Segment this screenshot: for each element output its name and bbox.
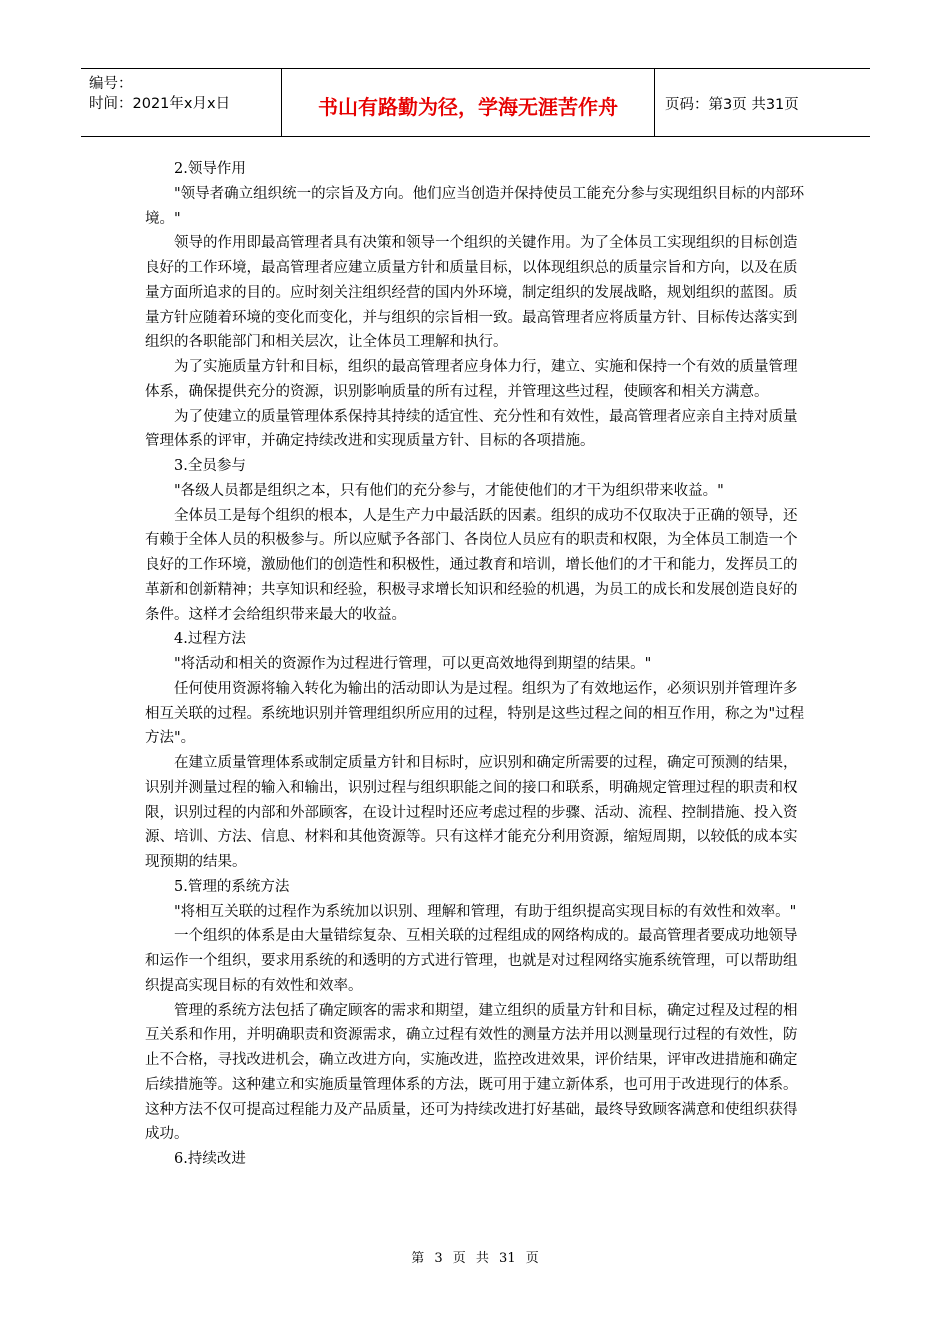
quote-paragraph: "将相互关联的过程作为系统加以识别、理解和管理，有助于组织提高实现目标的有效性和效率。" bbox=[174, 903, 797, 920]
section-heading: 2.领导作用 bbox=[174, 161, 246, 177]
document-date: 时间：2021年x月x日 bbox=[89, 96, 231, 112]
body-paragraph: 一个组织的体系是由大量错综复杂、互相关联的过程组成的网络构成的。最高管理者要成功地领导和运作一个组织，要求用系统的和透明的方式进行管理，也就是对过程网络实施系统管理，可以帮助组织提高实现目标的有效性和效率。 bbox=[145, 928, 798, 994]
header-page-cell bbox=[655, 69, 870, 136]
section-heading: 4.过程方法 bbox=[174, 631, 246, 648]
section-heading: 5.管理的系统方法 bbox=[174, 878, 290, 895]
quote-paragraph: "各级人员都是组织之本，只有他们的充分参与，才能使他们的才干为组织带来收益。" bbox=[174, 482, 724, 499]
header-info-cell bbox=[81, 69, 282, 136]
section-heading: 6.持续改进 bbox=[174, 1151, 246, 1167]
body-paragraph: 为了使建立的质量管理体系保持其持续的适宜性、充分性和有效性，最高管理者应亲自主持对质量管理体系的评审，并确定持续改进和实现质量方针、目标的各项措施。 bbox=[145, 408, 798, 450]
body-paragraph: 任何使用资源将输入转化为输出的活动即认为是过程。组织为了有效地运作，必须识别并管理许多相互关联的过程。系统地识别并管理组织所应用的过程，特别是这些过程之间的相互作用，称之为"过程方法"。 bbox=[145, 680, 805, 747]
body-paragraph: 在建立质量管理体系或制定质量方针和目标时，应识别和确定所需要的过程，确定可预测的结果，识别并测量过程的输入和输出，识别过程与组织职能之间的接口和联系，明确规定管理过程的职责和权限，识别过程的内部和外部顾客，在设计过程时还应考虑过程的步骤、活动、流程、控制措施、投入资源、培训、方法、信息、材料和其他资源等。只有这样才能充分利用资源，缩短周期，以较低的成本实现预期的结果。 bbox=[145, 755, 798, 870]
body-paragraph: 管理的系统方法包括了确定顾客的需求和期望，建立组织的质量方针和目标，确定过程及过程的相互关系和作用，并明确职责和资源需求，确立过程有效性的测量方法并用以测量现行过程的有效性，防止不合格，寻找改进机会，确立改进方向，实施改进，监控改进效果，评价结果，评审改进措施和确定后续措施等。这种建立和实施质量管理体系的方法，既可用于建立新体系，也可用于改进现行的体系。这种方法不仅可提高过程能力及产品质量，还可为持续改进打好基础，最终导致顾客满意和使组织获得成功。 bbox=[145, 1002, 798, 1143]
header-motto-cell bbox=[282, 69, 655, 136]
section-heading: 3.全员参与 bbox=[174, 458, 246, 474]
page-header bbox=[81, 68, 870, 137]
header-page-code: 页码：第3页 共31页 bbox=[665, 97, 799, 113]
document-body bbox=[145, 157, 810, 1172]
quote-paragraph: "将活动和相关的资源作为过程进行管理，可以更高效地得到期望的结果。" bbox=[174, 656, 652, 672]
document-number-label: 编号： bbox=[89, 76, 133, 92]
body-paragraph: 全体员工是每个组织的根本，人是生产力中最活跃的因素。组织的成功不仅取决于正确的领导，还有赖于全体人员的积极参与。所以应赋予各部门、各岗位人员应有的职责和权限，为全体员工制造一个良好的工作环境，激励他们的创造性和积极性，通过教育和培训，增长他们的才干和能力，发挥员工的革新和创新精神；共享知识和经验，积极寻求增长知识和经验的机遇，为员工的成长和发展创造良好的条件。这样才会给组织带来最大的收益。 bbox=[145, 507, 798, 623]
quote-paragraph: "领导者确立组织统一的宗旨及方向。他们应当创造并保持使员工能充分参与实现组织目标的内部环境。" bbox=[145, 185, 805, 227]
body-paragraph: 领导的作用即最高管理者具有决策和领导一个组织的关键作用。为了全体员工实现组织的目标创造良好的工作环境，最高管理者应建立质量方针和质量目标，以体现组织总的质量宗旨和方向，以及在质量方面所追求的目的。应时刻关注组织经营的国内外环境，制定组织的发展战略，规划组织的蓝图。质量方针应随着环境的变化而变化，并与组织的宗旨相一致。最高管理者应将质量方针、目标传达落实到组织的各职能部门和相关层次，让全体员工理解和执行。 bbox=[145, 235, 798, 351]
header-motto: 书山有路勤为径，学海无涯苦作舟 bbox=[318, 95, 618, 119]
body-paragraph: 为了实施质量方针和目标，组织的最高管理者应身体力行，建立、实施和保持一个有效的质量管理体系，确保提供充分的资源，识别影响质量的所有过程，并管理这些过程，使顾客和相关方满意。 bbox=[145, 359, 798, 400]
page-footer: 第 3 页 共 31 页 bbox=[411, 1251, 539, 1266]
